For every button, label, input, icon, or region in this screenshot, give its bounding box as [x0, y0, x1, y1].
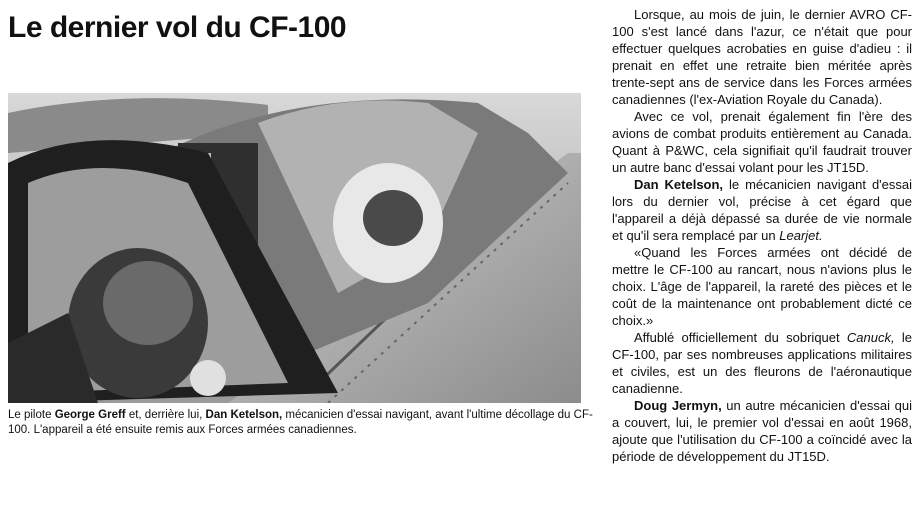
article-column [612, 6, 912, 465]
article-paragraph-4: «Quand les Forces armées ont décidé de mettre le CF-100 au rancart, nous n'avions plus le choix. L'âge de l'appareil, la rareté des pièces et le coût de la maintenance ont probablement dicté ce choix.» [612, 245, 912, 328]
article-paragraph-3 [612, 176, 912, 244]
caption-text-2: et, derrière lui, [125, 409, 206, 421]
article-paragraph-5 [612, 329, 912, 397]
article-paragraph-5-a: Affublé officiellement du sobriquet [634, 330, 847, 345]
caption-name-george-greff: George Greff [54, 409, 126, 421]
article-paragraph-5-b: le CF-100, par ses nombreuses applications militaires et civiles, est un des fleurons de l'aéronautique canadienne. [612, 330, 912, 396]
caption-name-dan-ketelson: Dan Ketelson, [205, 409, 283, 421]
page-title: Le dernier vol du CF-100 [8, 11, 347, 44]
cockpit-photo [8, 93, 581, 403]
article-paragraph-3-text: le mécanicien navigant d'essai lors du dernier vol, précise à cet égard que l'appareil a déjà dépassé sa durée de vie normale et qu'il sera remplacé par un [612, 177, 913, 243]
article-paragraph-6-text: un autre mécanicien d'essai qui a couvert, lui, le premier vol d'essai en août 1968, ajoute que l'utilisation du CF-100 a coïncidé avec la période de développement du JT15D. [612, 398, 912, 464]
article-name-doug-jermyn: Doug Jermyn, [634, 398, 722, 413]
article-name-dan-ketelson: Dan Ketelson, [634, 177, 724, 192]
photo-caption [8, 408, 598, 438]
caption-text-3: mécanicien d'essai navigant, avant l'ultime décollage du CF-100. L'appareil a été ensuite remis aux Forces armées canadiennes. [8, 409, 593, 436]
article-canuck: Canuck, [846, 330, 895, 345]
article-learjet: Learjet. [779, 228, 823, 243]
caption-text-1: Le pilote [8, 409, 55, 421]
article-paragraph-1: Lorsque, au mois de juin, le dernier AVRO CF-100 s'est lancé dans l'azur, ce n'était que pour effectuer quelques acrobaties en guise d'adieu : il prenait en effet une retraite bien méritée après trente-sept ans de service dans les Forces armées canadiennes (l'ex-Aviation Royale du Canada). [612, 7, 912, 107]
article-paragraph-2: Avec ce vol, prenait également fin l'ère des avions de combat produits entièrement au Canada. Quant à P&WC, cela signifiait qu'il faudrait trouver un autre banc d'essai volant pour les JT15D. [612, 109, 912, 175]
article-paragraph-6 [612, 397, 912, 465]
